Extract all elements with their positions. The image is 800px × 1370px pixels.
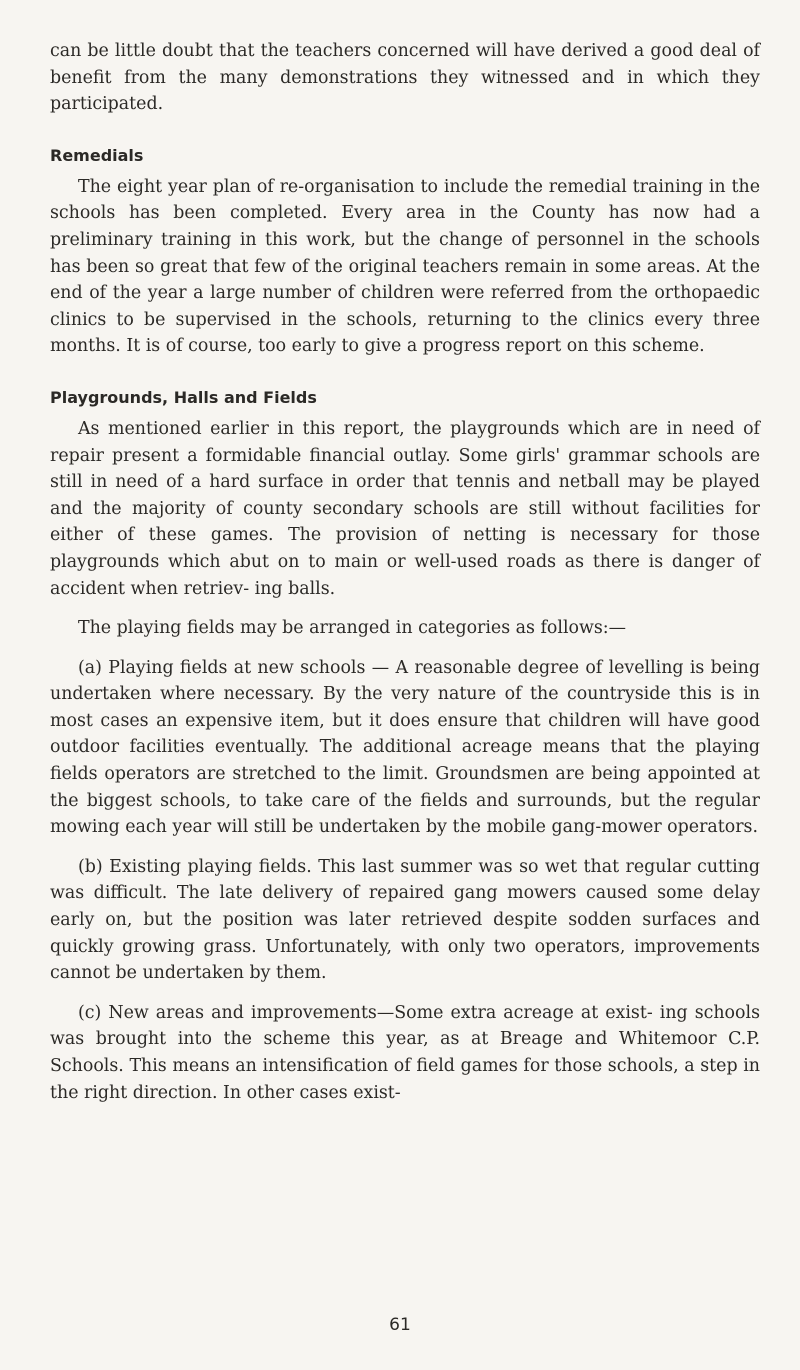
page-number: 61 [389, 1315, 411, 1335]
section-heading-playgrounds: Playgrounds, Halls and Fields [50, 387, 317, 407]
playgrounds-paragraph-1: As mentioned earlier in this report, the playgrounds which are in need of repair present a formidable financial outlay. Some girls' grammar schools are still in need of a hard surface in order that tennis and netball may be played and the majority of county secondary schools are still without facilities for either of these games. The provision of netting is necessary for those playgrounds which abut on to main or well-used roads as there is danger of accident when retriev- ing balls. [50, 418, 760, 599]
section-heading-remedials: Remedials [50, 145, 144, 165]
playgrounds-paragraph-2: The playing fields may be arranged in categories as follows:— [78, 618, 627, 639]
list-item-b: (b) Existing playing fields. This last summer was so wet that regular cutting was difficult. The late delivery of repaired gang mowers caused some delay early on, but the position was later retrieved despite sodden surfaces and quickly growing grass. Unfortunately, with only two operators, improvements cannot be undertaken by them. [50, 856, 760, 984]
list-item-c: (c) New areas and improvements—Some extra acreage at exist- ing schools was brought into the scheme this year, as at Breage and Whitemoor C.P. Schools. This means an intensification of field games for those schools, a step in the right direction. In other cases exist- [50, 1002, 760, 1103]
document-page [50, 38, 760, 1106]
intro-paragraph: can be little doubt that the teachers concerned will have derived a good deal of benefit from the many demonstrations they witnessed and in which they participated. [50, 41, 760, 115]
list-item-a: (a) Playing fields at new schools — A reasonable degree of levelling is being undertaken where necessary. By the very nature of the countryside this is in most cases an expensive item, but it does ensure that children will have good outdoor facilities eventually. The additional acreage means that the playing fields operators are stretched to the limit. Groundsmen are being appointed at the biggest schools, to take care of the fields and surrounds, but the regular mowing each year will still be undertaken by the mobile gang-mower operators. [50, 657, 760, 838]
remedials-paragraph: The eight year plan of re-organisation to include the remedial training in the schools has been completed. Every area in the County has now had a preliminary training in this work, but the change of personnel in the schools has been so great that few of the original teachers remain in some areas. At the end of the year a large number of children were referred from the orthopaedic clinics to be supervised in the schools, returning to the clinics every three months. It is of course, too early to give a progress report on this scheme. [50, 176, 760, 357]
